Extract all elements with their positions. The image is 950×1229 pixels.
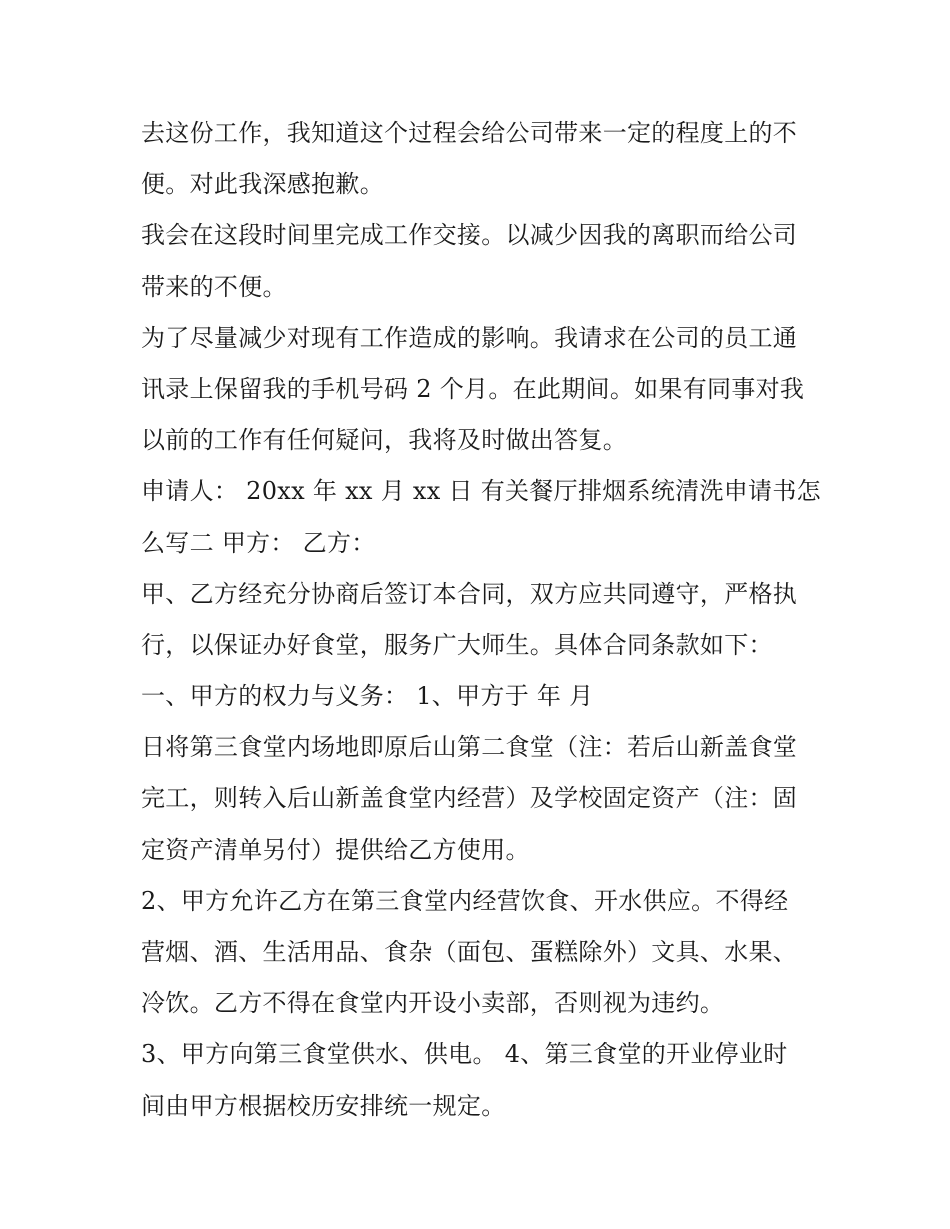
text-line-13: 日将第三食堂内场地即原后山第二食堂（注：若后山新盖食堂 bbox=[141, 733, 798, 762]
text-line-16: 2、甲方允许乙方在第三食堂内经营饮食、开水供应。不得经 bbox=[141, 886, 789, 915]
text-line-18: 冷饮。乙方不得在食堂内开设小卖部，否则视为违约。 bbox=[141, 989, 725, 1018]
text-line-14: 完工，则转入后山新盖食堂内经营）及学校固定资产（注：固 bbox=[141, 784, 798, 813]
text-line-7: 以前的工作有任何疑问，我将及时做出答复。 bbox=[141, 426, 627, 455]
text-line-11: 行，以保证办好食堂，服务广大师生。具体合同条款如下： bbox=[141, 630, 773, 659]
text-line-6: 讯录上保留我的手机号码 2 个月。在此期间。如果有同事对我 bbox=[141, 374, 805, 403]
text-line-19: 3、甲方向第三食堂供水、供电。 4、第三食堂的开业停业时 bbox=[141, 1040, 788, 1069]
text-line-9: 么写二 甲方： 乙方： bbox=[141, 528, 376, 557]
text-line-3: 我会在这段时间里完成工作交接。以减少因我的离职而给公司 bbox=[141, 221, 798, 250]
text-line-5: 为了尽量减少对现有工作造成的影响。我请求在公司的员工通 bbox=[141, 323, 798, 352]
text-line-15: 定资产清单另付）提供给乙方使用。 bbox=[141, 835, 530, 864]
text-line-4: 带来的不便。 bbox=[141, 272, 287, 301]
text-line-10: 甲、乙方经充分协商后签订本合同，双方应共同遵守，严格执 bbox=[141, 579, 798, 608]
text-line-12: 一、甲方的权力与义务： 1、甲方于 年 月 bbox=[141, 682, 594, 711]
document-body bbox=[141, 108, 831, 1132]
text-line-1: 去这份工作，我知道这个过程会给公司带来一定的程度上的不 bbox=[141, 119, 798, 147]
text-line-20: 间由甲方根据校历安排统一规定。 bbox=[141, 1091, 506, 1120]
text-line-2: 便。对此我深感抱歉。 bbox=[141, 170, 384, 199]
text-line-8: 申请人： 20xx 年 xx 月 xx 日 有关餐厅排烟系统清洗申请书怎 bbox=[141, 477, 821, 506]
text-line-17: 营烟、酒、生活用品、食杂（面包、蛋糕除外）文具、水果、 bbox=[141, 938, 798, 966]
